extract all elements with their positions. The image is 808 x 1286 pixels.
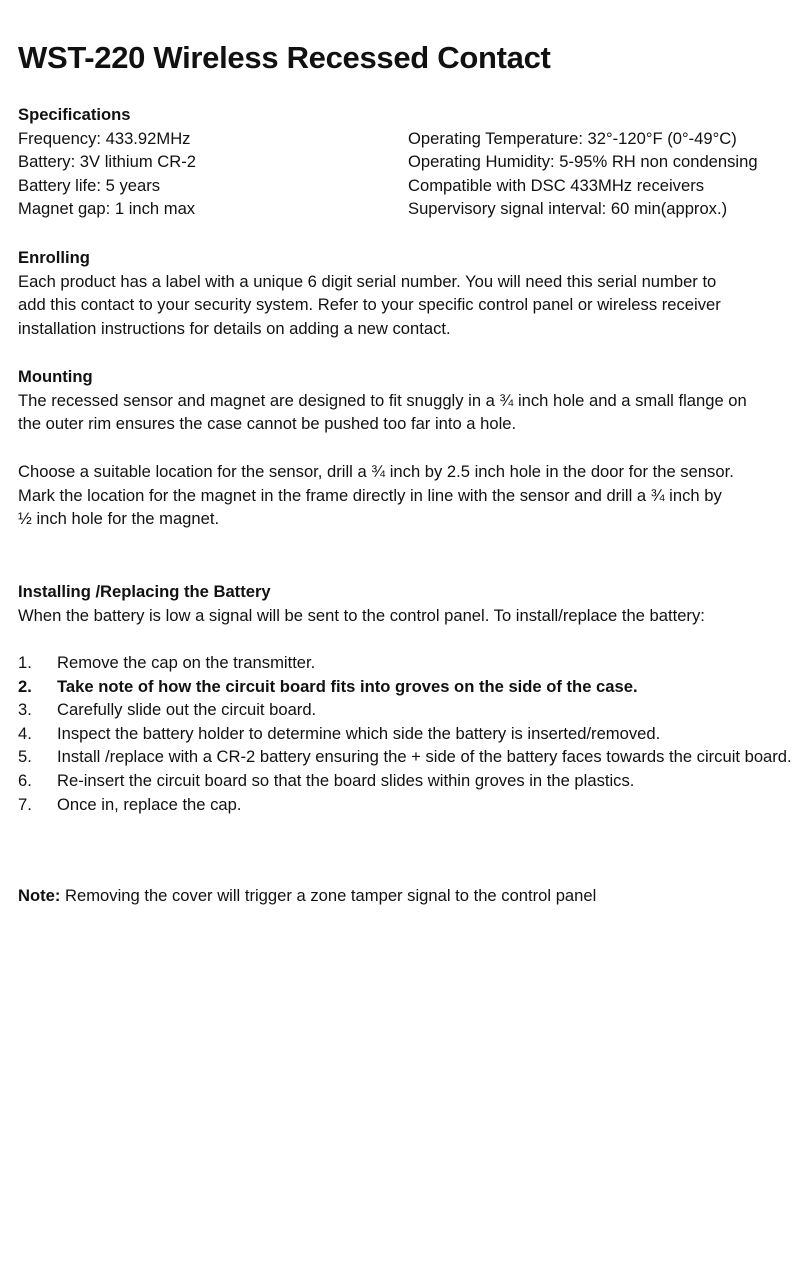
step-number: 1. — [18, 653, 32, 672]
spec-magnet-gap: Magnet gap: 1 inch max — [18, 199, 196, 219]
battery-section — [18, 580, 798, 627]
step-number: 3. — [18, 700, 32, 720]
list-item — [18, 769, 797, 793]
list-item — [18, 745, 797, 769]
step-number: 7. — [18, 794, 32, 814]
mounting-line: the outer rim ensures the case cannot be pushed too far into a hole. — [18, 414, 517, 434]
note-section — [18, 884, 798, 908]
spec-frequency: Frequency: 433.92MHz — [18, 128, 191, 148]
enrolling-heading: Enrolling — [18, 248, 90, 267]
battery-steps — [18, 651, 798, 816]
enrolling-line: installation instructions for details on adding a new contact. — [18, 318, 451, 338]
step-text: Once in, replace the cap. — [57, 794, 242, 814]
mounting-line: Choose a suitable location for the sensor, drill a ¾ inch by 2.5 inch hole in the door for the sensor. — [18, 462, 734, 481]
list-item — [18, 698, 797, 722]
battery-steps-list — [18, 651, 798, 816]
step-number: 2. — [18, 676, 32, 696]
mounting-line: ½ inch hole for the magnet. — [18, 509, 220, 529]
enrolling-section — [18, 246, 798, 340]
list-item — [18, 675, 797, 699]
spec-compatibility: Compatible with DSC 433MHz receivers — [408, 175, 705, 195]
spec-supervisory-interval: Supervisory signal interval: 60 min(approx.) — [408, 199, 728, 219]
step-text: Carefully slide out the circuit board. — [57, 700, 317, 720]
specifications-section — [18, 103, 798, 223]
specifications-heading: Specifications — [18, 105, 131, 124]
note-label: Note: — [18, 886, 61, 905]
step-text: Remove the cap on the transmitter. — [57, 653, 316, 672]
mounting-heading: Mounting — [18, 367, 93, 386]
step-text: Inspect the battery holder to determine which side the battery is inserted/removed. — [57, 723, 661, 743]
spec-operating-humidity: Operating Humidity: 5-95% RH non condensing — [408, 152, 758, 172]
spec-operating-temperature: Operating Temperature: 32°-120°F (0°-49°C) — [408, 128, 737, 148]
specifications-left-column — [18, 127, 196, 221]
mounting-line: The recessed sensor and magnet are designed to fit snuggly in a ¾ inch hole and a small flange on — [18, 390, 747, 410]
step-number: 4. — [18, 723, 32, 743]
list-item — [18, 722, 797, 746]
step-text: Install /replace with a CR-2 battery ensuring the + side of the battery faces towards the circuit board. — [57, 747, 792, 767]
spec-battery-life: Battery life: 5 years — [18, 175, 161, 195]
step-number: 6. — [18, 770, 32, 790]
list-item — [18, 651, 797, 675]
battery-heading: Installing /Replacing the Battery — [18, 582, 271, 601]
step-text: Re-insert the circuit board so that the board slides within groves in the plastics. — [57, 770, 635, 790]
enrolling-line: Each product has a label with a unique 6 digit serial number. You will need this serial number to — [18, 271, 717, 291]
battery-intro: When the battery is low a signal will be sent to the control panel. To install/replace the battery: — [18, 605, 705, 625]
step-text: Take note of how the circuit board fits into groves on the side of the case. — [57, 676, 638, 696]
note-text: Removing the cover will trigger a zone tamper signal to the control panel — [60, 886, 597, 905]
enrolling-line: add this contact to your security system. Refer to your specific control panel or wireless receiver — [18, 295, 721, 315]
specifications-right-column — [408, 127, 758, 221]
mounting-section — [18, 365, 798, 436]
document-title: WST-220 Wireless Recessed Contact — [18, 40, 551, 75]
list-item — [18, 793, 797, 817]
mounting-line: Mark the location for the magnet in the frame directly in line with the sensor and drill a ¾ inch by — [18, 485, 722, 505]
step-number: 5. — [18, 747, 32, 767]
spec-battery: Battery: 3V lithium CR-2 — [18, 152, 196, 172]
mounting-instructions — [18, 460, 798, 531]
